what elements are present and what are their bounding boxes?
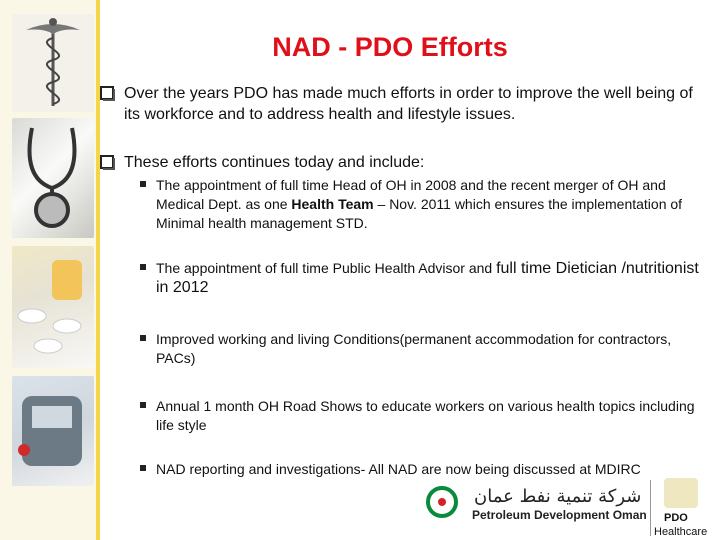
effort-list-item: NAD reporting and investigations- All NAD are now being discussed at MDIRC bbox=[140, 460, 700, 479]
square-bullet-icon bbox=[140, 465, 146, 471]
square-bullet-icon bbox=[140, 264, 146, 270]
square-bullet-icon bbox=[140, 335, 146, 341]
effort-list-item: Annual 1 month OH Road Shows to educate workers on various health topics including life style bbox=[140, 397, 700, 435]
checkbox-bullet-icon bbox=[100, 155, 114, 169]
company-name: Petroleum Development Oman bbox=[472, 508, 647, 522]
arabic-company-name: شركة تنمية نفط عمان bbox=[474, 486, 642, 507]
slide-title: NAD - PDO Efforts bbox=[272, 32, 508, 62]
pdo-label: PDO bbox=[664, 512, 688, 524]
square-bullet-icon bbox=[140, 181, 146, 187]
intro-text: These efforts continues today and include: bbox=[124, 154, 425, 171]
intro-bullet bbox=[100, 83, 700, 125]
stethoscope-image bbox=[12, 118, 94, 238]
healthcare-label: Healthcare bbox=[654, 526, 708, 538]
pdo-logo-icon bbox=[426, 486, 458, 518]
intro-text: Over the years PDO has made much efforts in order to improve the well being of its workforce and to address health and lifestyle issues. bbox=[124, 85, 693, 123]
accent-bar bbox=[96, 0, 100, 540]
pills-image bbox=[12, 246, 94, 368]
intro-bullet bbox=[100, 152, 700, 173]
caduceus-image bbox=[12, 14, 94, 112]
glucose-meter-image bbox=[12, 376, 94, 486]
oman-crest-icon bbox=[664, 478, 698, 508]
checkbox-bullet-icon bbox=[100, 86, 114, 100]
effort-list-item: Improved working and living Conditions(permanent accommodation for contractors, PACs) bbox=[140, 330, 700, 368]
effort-list-item: The appointment of full time Head of OH in 2008 and the recent merger of OH and Medical Dept. as one Health Team – Nov. 2011 which ensures the implementation of Minimal health management STD. bbox=[140, 176, 700, 233]
footer-divider bbox=[650, 480, 651, 536]
square-bullet-icon bbox=[140, 402, 146, 408]
sidebar-image-strip bbox=[0, 0, 100, 540]
effort-list-item: The appointment of full time Public Health Advisor and full time Dietician /nutritionist in 2012 bbox=[140, 259, 700, 297]
